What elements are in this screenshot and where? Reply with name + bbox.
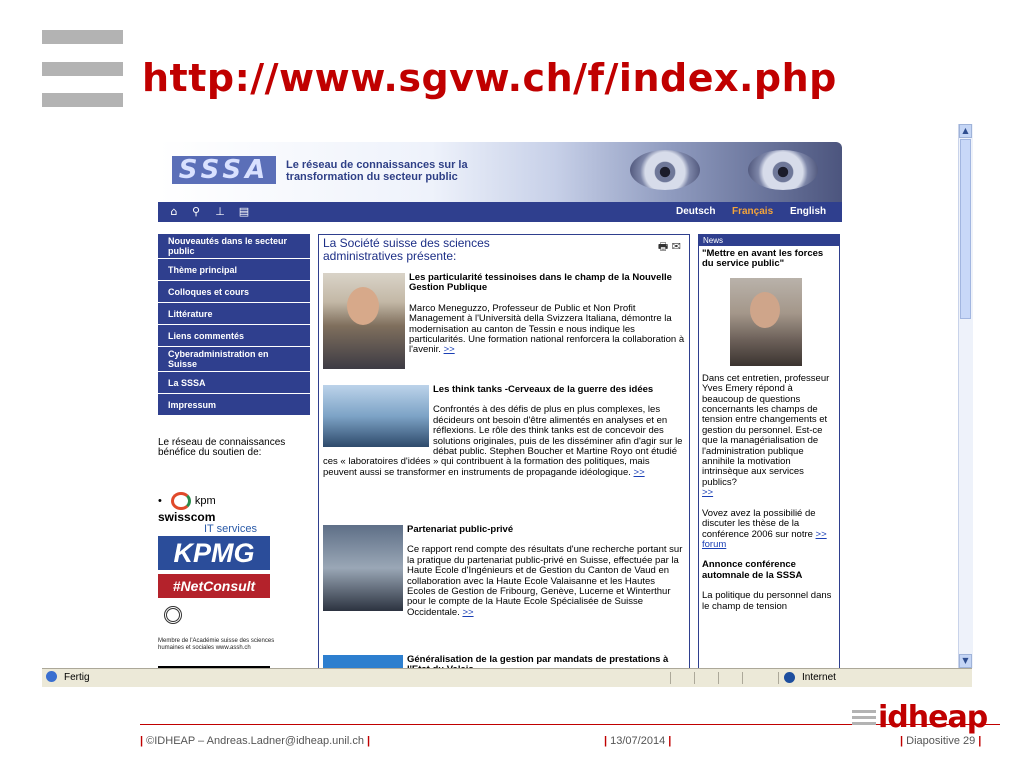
menu-item-label: Littérature [168, 308, 213, 319]
footer-separator: | [367, 735, 371, 747]
status-divider [778, 672, 779, 684]
footer-separator: | [978, 735, 982, 747]
news-body [699, 246, 839, 612]
mail-icon[interactable]: ✉ [671, 240, 681, 253]
article-body: Confrontés à des défis de plus en plus complexes, les décideurs ont besoin d'être alimentés en analyses et en réflexions. Le rôle des think tanks est de concevoir des solutions originales, puis de les disséminer afin d'agir sur le débat public. Stephen Boucher et Martine Royo ont étudié ces « laboratoires d'idées » qui contribuent à la formation des politiques, mais peuvent aussi se transformer en instruments de propagande idéologique. [323, 404, 683, 478]
slide-title: http://www.sgvw.ch/f/index.php [142, 56, 837, 100]
article-image[interactable] [323, 385, 429, 447]
decorative-bar [42, 62, 123, 76]
article-more-link[interactable]: >> [462, 606, 474, 618]
news-discussion-text: Vovez avez la possibilié de discuter les thèse de la conférence 2006 sur notre [702, 507, 816, 540]
browser-window [42, 124, 972, 686]
sponsor-assh-text: Membre de l'Académie suisse des sciences humaines et sociales www.assh.ch [158, 638, 275, 651]
footer-credit-text: ©IDHEAP – Andreas.Ladner@idheap.unil.ch [146, 735, 364, 747]
article-body: Ce rapport rend compte des résultats d'une recherche portant sur la pratique du partenariat public-privé en Suisse, effectuée par la Haute Ecole d'Ingénieurs et de Gestion du Canton de Vaud en collaboration avec la Haute Ecole Valaisanne et les Hautes Ecoles de Gestion de Fribourg, Genève, Lucerne et Winterthur pour le compte de la Haute Ecole Spécialisée de Suisse Occidentale. [407, 544, 683, 618]
sponsor-swisscom-sub: IT services [204, 523, 257, 535]
article-image[interactable] [323, 273, 405, 369]
menu-item-theme[interactable] [158, 259, 310, 281]
forum-link[interactable]: >> forum [702, 528, 827, 550]
status-divider [670, 672, 671, 684]
news-interview-body: Dans cet entretien, professeur Yves Emery répond à beaucoup de questions concernants les champs de tension entre changements et gestion du personnel. Est-ce que la managérialisation de l'administration publique annihile la motivation intrinsèque aux services publics? [702, 372, 830, 488]
lang-english[interactable]: English [790, 206, 827, 217]
decorative-bar [42, 30, 123, 44]
footer-slide-number [900, 735, 981, 747]
menu-item-nouveautes[interactable] [158, 234, 310, 259]
article-title[interactable]: Les think tanks -Cerveaux de la guerre des idées [433, 384, 654, 395]
news-announce-text: La politique du personnel dans le champ de tension [702, 590, 832, 612]
browser-content [42, 124, 958, 668]
site-logo[interactable]: SSSA [172, 156, 276, 184]
site-menu [158, 234, 310, 416]
article-title[interactable]: Partenariat public-privé [407, 524, 514, 535]
site-nav-strip [158, 202, 842, 222]
article-title[interactable]: Les particularité tessinoises dans le champ de la Nouvelle Gestion Publique [409, 272, 672, 294]
sponsor-netconsult[interactable]: #NetConsult [158, 574, 270, 598]
news-discussion [702, 509, 836, 551]
news-interview-text [702, 374, 836, 499]
search-icon[interactable]: ⚲ [191, 205, 201, 218]
sponsor-kpm[interactable]: • kpm [158, 492, 216, 510]
sponsor-kpmg[interactable]: KPMG [158, 536, 270, 570]
support-text: Le réseau de connaissances bénéfice du soutien de: [158, 437, 286, 458]
tagline-line: transformation du secteur public [286, 171, 458, 183]
footer-date-text: 13/07/2014 [610, 735, 666, 747]
footer-credit [140, 735, 370, 747]
footer-slide-number-text: Diapositive 29 [906, 735, 976, 747]
menu-item-liens[interactable] [158, 325, 310, 347]
site-tagline [286, 159, 468, 183]
main-panel [318, 234, 690, 684]
news-more-link[interactable]: >> [702, 487, 714, 499]
article-body: Marco Meneguzzo, Professeur de Public et Non Profit Management à l'Università della Svizzera Italiana, démontre la modernisation au canton de Tessin e nous indique les particularités. Une formation national renforcera la collaboration à l'avenir. [409, 302, 685, 356]
kpm-logo-icon [171, 492, 191, 510]
menu-item-label: Impressum [168, 399, 217, 410]
sponsor-swisscom[interactable]: swisscom [158, 510, 216, 524]
lang-deutsch[interactable]: Deutsch [676, 206, 716, 217]
footer-separator: | [140, 735, 144, 747]
home-icon[interactable]: ⌂ [170, 205, 178, 218]
status-divider [718, 672, 719, 684]
article [323, 525, 685, 618]
article-more-link[interactable]: >> [633, 466, 645, 478]
lang-francais[interactable]: Français [732, 206, 774, 217]
article-image[interactable] [323, 525, 403, 611]
article-more-link[interactable]: >> [443, 344, 455, 356]
menu-item-label: Colloques et cours [168, 286, 250, 297]
internet-zone-icon [784, 672, 795, 683]
scroll-down-icon[interactable]: ▼ [959, 654, 972, 668]
sitemap-icon[interactable]: ⊥ [215, 205, 225, 218]
decorative-bar [42, 93, 123, 107]
zone-text: Internet [802, 672, 836, 683]
news-photo[interactable] [730, 278, 802, 366]
document-icon[interactable]: ▤ [238, 205, 250, 218]
status-text: Fertig [64, 672, 90, 683]
menu-item-sssa[interactable] [158, 372, 310, 394]
idheap-logo: idheap [878, 700, 988, 735]
main-title-line: administratives présente: [323, 249, 457, 263]
news-headline[interactable]: "Mettre en avant les forces du service public" [702, 248, 824, 270]
main-tools [658, 238, 681, 257]
menu-item-impressum[interactable] [158, 394, 310, 416]
article [323, 273, 685, 371]
menu-item-litterature[interactable] [158, 303, 310, 325]
menu-item-cyberadministration[interactable] [158, 347, 310, 372]
eye-image [748, 150, 818, 190]
main-title-line: La Société suisse des sciences [323, 236, 490, 250]
footer-date [604, 735, 671, 747]
article [323, 385, 685, 478]
footer-separator: | [900, 735, 904, 747]
sponsor-kpm-label: kpm [194, 494, 216, 507]
menu-item-label: Thème principal [168, 264, 238, 275]
news-header: News [699, 235, 839, 246]
scrollbar-thumb[interactable] [960, 139, 971, 319]
menu-item-label: Liens commentés [168, 330, 245, 341]
main-title [323, 237, 490, 263]
print-icon[interactable]: 🖶 [657, 240, 669, 253]
eye-image [630, 150, 700, 190]
status-divider [694, 672, 695, 684]
menu-item-label: La SSSA [168, 377, 206, 388]
menu-item-label: Nouveautés dans le secteur public [168, 236, 288, 256]
scroll-up-icon[interactable]: ▲ [959, 124, 972, 138]
browser-statusbar [42, 668, 972, 687]
assh-logo-icon[interactable] [164, 606, 182, 624]
news-announce-title[interactable]: Annonce conférence automnale de la SSSA [702, 559, 803, 581]
menu-item-colloques[interactable] [158, 281, 310, 303]
article-title[interactable]: Généralisation de la gestion par mandats de prestations à [407, 654, 669, 665]
status-divider [742, 672, 743, 684]
menu-item-label: Cyberadministration en Suisse [168, 349, 269, 369]
idheap-logo-lines [852, 710, 876, 728]
vertical-scrollbar[interactable] [958, 124, 973, 668]
footer-separator: | [668, 735, 672, 747]
news-panel [698, 234, 840, 684]
page-status-icon [46, 671, 57, 682]
tagline-line: Le réseau de connaissances sur la [286, 159, 468, 171]
site-header [158, 142, 842, 222]
footer-separator: | [604, 735, 608, 747]
